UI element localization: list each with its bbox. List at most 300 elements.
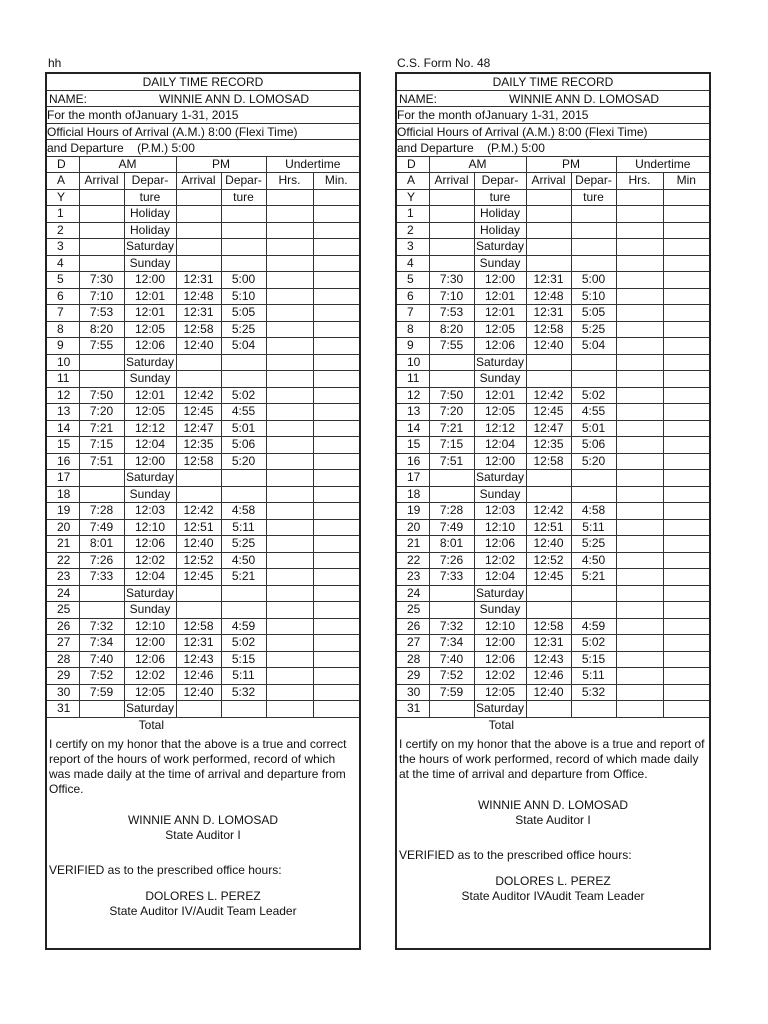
table-row: [47, 651, 359, 668]
pm-departure-cell: [571, 222, 616, 239]
undertime-hrs-cell: [616, 288, 663, 305]
departure-value: (P.M.) 5:00: [137, 141, 195, 155]
month-value: January 1-31, 2015: [485, 108, 589, 122]
pm-departure-cell: 5:06: [571, 437, 616, 454]
am-departure-cell: 12:05: [474, 404, 526, 421]
departure-value: (P.M.) 5:00: [487, 141, 545, 155]
day-cell: 28: [397, 651, 429, 668]
am-departure-cell: 12:10: [124, 519, 176, 536]
pm-departure-cell: 5:25: [571, 536, 616, 553]
undertime-min-cell: [313, 668, 359, 685]
table-row: [47, 470, 359, 487]
undertime-hrs-cell: [616, 486, 663, 503]
pm-arrival-cell: 12:58: [526, 321, 571, 338]
am-arrival-cell: 7:55: [79, 338, 124, 355]
table-row: [397, 321, 709, 338]
am-arrival-cell: 7:40: [79, 651, 124, 668]
undertime-min-cell: [313, 437, 359, 454]
am-departure-cell: Saturday: [475, 354, 525, 369]
table-row: [397, 288, 709, 305]
am-arrival-cell: [79, 371, 124, 388]
arrival-hours: Official Hours of Arrival (A.M.) 8:00 (Flexi Time): [397, 124, 709, 141]
pm-departure-cell: 4:55: [571, 404, 616, 421]
undertime-hrs-cell: [266, 437, 313, 454]
pm-arrival-cell: 12:43: [176, 651, 221, 668]
form-title: DAILY TIME RECORD: [397, 74, 709, 91]
day-cell: 11: [397, 371, 429, 388]
undertime-min-cell: [313, 651, 359, 668]
table-row: [397, 272, 709, 289]
table-row: [47, 272, 359, 289]
undertime-min-cell: [663, 420, 709, 437]
undertime-hrs-cell: [616, 503, 663, 520]
undertime-min-cell: [313, 503, 359, 520]
pm-departure-cell: 5:10: [571, 288, 616, 305]
day-cell: 30: [397, 684, 429, 701]
undertime-min-cell: [313, 371, 359, 388]
employee-position: State Auditor I: [165, 828, 241, 842]
undertime-min-cell: [663, 635, 709, 652]
am-arrival-cell: 7:20: [429, 404, 474, 421]
day-cell: 8: [397, 321, 429, 338]
day-cell: 20: [47, 519, 79, 536]
verifier-position: State Auditor IVAudit Team Leader: [461, 889, 645, 903]
pm-departure-cell: 5:11: [221, 519, 266, 536]
am-arrival-cell: [429, 255, 474, 272]
pm-departure-cell: [221, 371, 266, 388]
pm-departure-cell: 5:05: [221, 305, 266, 322]
pm-departure-cell: 5:00: [571, 272, 616, 289]
am-departure-cell: Saturday: [125, 354, 175, 369]
am-departure-cell: 12:00: [474, 453, 526, 470]
pm-departure-cell: [221, 255, 266, 272]
undertime-hrs-cell: [616, 618, 663, 635]
undertime-hrs-cell: [266, 321, 313, 338]
day-cell: 12: [397, 387, 429, 404]
am-departure-cell: 12:12: [124, 420, 176, 437]
am-departure-cell: 12:01: [124, 387, 176, 404]
table-row: [397, 371, 709, 388]
undertime-hrs-cell: [266, 552, 313, 569]
undertime-hrs-cell: [266, 206, 313, 223]
table-row: [397, 503, 709, 520]
day-cell: 31: [397, 701, 429, 718]
am-departure-cell: 12:06: [124, 651, 176, 668]
col-header-pm-arrival: Arrival: [176, 173, 221, 190]
am-arrival-cell: [79, 470, 124, 487]
day-cell: 3: [47, 239, 79, 256]
undertime-hrs-cell: [266, 701, 313, 718]
day-cell: 30: [47, 684, 79, 701]
day-cell: 2: [397, 222, 429, 239]
col-header-am-departure: Depar-: [474, 173, 526, 190]
table-row: [397, 668, 709, 685]
col-header-pm-arrival: Arrival: [526, 173, 571, 190]
pm-departure-cell: [571, 239, 616, 256]
pm-arrival-cell: 12:58: [176, 453, 221, 470]
undertime-hrs-cell: [616, 684, 663, 701]
pm-departure-cell: [571, 470, 616, 487]
am-arrival-cell: [79, 206, 124, 223]
am-arrival-cell: 7:26: [79, 552, 124, 569]
table-row: [397, 701, 709, 718]
am-arrival-cell: [429, 585, 474, 602]
pm-arrival-cell: 12:45: [176, 569, 221, 586]
col-header-am-arrival: Arrival: [79, 173, 124, 190]
table-row: [397, 404, 709, 421]
col-header-y: Y: [47, 189, 79, 206]
am-arrival-cell: 8:01: [79, 536, 124, 553]
undertime-min-cell: [663, 503, 709, 520]
pm-arrival-cell: 12:42: [526, 503, 571, 520]
am-departure-cell: Sunday: [124, 255, 176, 272]
table-row: [397, 239, 709, 256]
am-arrival-cell: 7:53: [429, 305, 474, 322]
pm-arrival-cell: 12:40: [526, 684, 571, 701]
am-departure-cell: Sunday: [474, 371, 526, 388]
day-cell: 22: [397, 552, 429, 569]
undertime-min-cell: [663, 552, 709, 569]
am-arrival-cell: 7:32: [79, 618, 124, 635]
am-arrival-cell: 7:26: [429, 552, 474, 569]
day-cell: 6: [47, 288, 79, 305]
table-row: [397, 585, 709, 602]
am-arrival-cell: 7:28: [429, 503, 474, 520]
pm-arrival-cell: 12:45: [526, 569, 571, 586]
col-header-a: A: [47, 173, 79, 190]
undertime-min-cell: [663, 684, 709, 701]
am-arrival-cell: [429, 239, 474, 256]
am-departure-cell: 12:05: [124, 684, 176, 701]
undertime-min-cell: [663, 453, 709, 470]
pm-departure-cell: 4:59: [221, 618, 266, 635]
am-departure-cell: 12:01: [124, 305, 176, 322]
am-departure-cell: Holiday: [124, 222, 176, 239]
am-arrival-cell: 7:51: [429, 453, 474, 470]
table-row: [47, 701, 359, 718]
col-header-pm: PM: [526, 157, 616, 173]
undertime-hrs-cell: [266, 404, 313, 421]
pm-arrival-cell: 12:31: [176, 635, 221, 652]
undertime-hrs-cell: [266, 651, 313, 668]
pm-arrival-cell: 12:47: [526, 420, 571, 437]
am-arrival-cell: 7:49: [79, 519, 124, 536]
pm-arrival-cell: 12:48: [176, 288, 221, 305]
am-departure-cell: Saturday: [125, 585, 175, 600]
pm-arrival-cell: 12:58: [176, 321, 221, 338]
table-row: [397, 255, 709, 272]
pm-arrival-cell: [176, 239, 221, 256]
undertime-min-cell: [663, 651, 709, 668]
undertime-hrs-cell: [266, 470, 313, 487]
undertime-hrs-cell: [616, 272, 663, 289]
table-row: [397, 338, 709, 355]
undertime-hrs-cell: [266, 519, 313, 536]
table-row: [397, 206, 709, 223]
pm-arrival-cell: [176, 585, 221, 602]
undertime-min-cell: [313, 420, 359, 437]
am-arrival-cell: 8:01: [429, 536, 474, 553]
pm-arrival-cell: [176, 222, 221, 239]
day-cell: 4: [47, 255, 79, 272]
table-row: [397, 222, 709, 239]
am-arrival-cell: 7:30: [79, 272, 124, 289]
undertime-min-cell: [313, 255, 359, 272]
am-arrival-cell: 7:40: [429, 651, 474, 668]
am-arrival-cell: [79, 701, 124, 718]
table-row: [397, 552, 709, 569]
pm-departure-cell: 5:01: [221, 420, 266, 437]
table-row: [47, 684, 359, 701]
pm-departure-cell: 5:15: [571, 651, 616, 668]
day-cell: 16: [397, 453, 429, 470]
day-cell: 21: [47, 536, 79, 553]
undertime-min-cell: [313, 338, 359, 355]
am-arrival-cell: 7:21: [79, 420, 124, 437]
undertime-hrs-cell: [616, 552, 663, 569]
form-number-label: C.S. Form No. 48: [397, 56, 491, 70]
am-departure-cell: 12:00: [124, 635, 176, 652]
am-arrival-cell: 7:55: [429, 338, 474, 355]
undertime-hrs-cell: [616, 206, 663, 223]
am-departure-cell: 12:03: [474, 503, 526, 520]
undertime-min-cell: [313, 239, 359, 256]
day-cell: 16: [47, 453, 79, 470]
pm-departure-cell: [571, 206, 616, 223]
col-header-pm-departure: Depar-: [221, 173, 266, 190]
undertime-hrs-cell: [616, 239, 663, 256]
pm-arrival-cell: 12:42: [176, 387, 221, 404]
undertime-min-cell: [313, 618, 359, 635]
table-row: [47, 552, 359, 569]
col-header-pm-departure-2: ture: [571, 189, 616, 206]
col-header-a: A: [397, 173, 429, 190]
undertime-min-cell: [313, 519, 359, 536]
undertime-min-cell: [663, 470, 709, 487]
am-arrival-cell: [429, 222, 474, 239]
undertime-hrs-cell: [616, 585, 663, 602]
pm-departure-cell: 4:50: [571, 552, 616, 569]
am-arrival-cell: 7:50: [79, 387, 124, 404]
undertime-hrs-cell: [266, 536, 313, 553]
undertime-min-cell: [663, 387, 709, 404]
undertime-min-cell: [313, 404, 359, 421]
day-cell: 1: [397, 206, 429, 223]
pm-arrival-cell: [176, 470, 221, 487]
am-arrival-cell: 7:34: [429, 635, 474, 652]
am-departure-cell: 12:01: [474, 387, 526, 404]
total-label: Total: [397, 717, 526, 733]
dtr-card-right: [395, 72, 711, 950]
am-departure-cell: 12:05: [124, 404, 176, 421]
day-cell: 7: [47, 305, 79, 322]
am-departure-cell: 12:00: [474, 635, 526, 652]
am-arrival-cell: [79, 486, 124, 503]
am-departure-cell: 12:06: [474, 338, 526, 355]
table-row: [397, 305, 709, 322]
pm-arrival-cell: 12:35: [526, 437, 571, 454]
pm-arrival-cell: [176, 206, 221, 223]
col-header-pm: PM: [176, 157, 266, 173]
table-row: [397, 569, 709, 586]
arrival-hours: Official Hours of Arrival (A.M.) 8:00 (Flexi Time): [47, 124, 359, 141]
employee-signature-name: WINNIE ANN D. LOMOSAD: [477, 798, 629, 812]
am-departure-cell: 12:06: [474, 651, 526, 668]
month-label: For the month of: [397, 108, 486, 122]
undertime-hrs-cell: [616, 569, 663, 586]
table-row: [397, 635, 709, 652]
table-row: [47, 371, 359, 388]
undertime-min-cell: [313, 701, 359, 718]
am-arrival-cell: 7:59: [429, 684, 474, 701]
am-departure-cell: Saturday: [475, 239, 525, 254]
undertime-hrs-cell: [266, 222, 313, 239]
time-record-table: [47, 157, 359, 734]
pm-arrival-cell: 12:42: [526, 387, 571, 404]
pm-departure-cell: [571, 585, 616, 602]
dtr-card-left: [45, 72, 361, 950]
undertime-hrs-cell: [266, 602, 313, 619]
pm-departure-cell: [221, 470, 266, 487]
am-arrival-cell: [429, 486, 474, 503]
undertime-hrs-cell: [616, 635, 663, 652]
table-row: [397, 651, 709, 668]
pm-departure-cell: [571, 486, 616, 503]
undertime-hrs-cell: [616, 404, 663, 421]
table-row: [397, 387, 709, 404]
table-row: [47, 404, 359, 421]
am-departure-cell: 12:02: [474, 668, 526, 685]
undertime-hrs-cell: [266, 585, 313, 602]
am-arrival-cell: 8:20: [79, 321, 124, 338]
undertime-hrs-cell: [616, 255, 663, 272]
am-departure-cell: Holiday: [474, 206, 526, 223]
undertime-hrs-cell: [266, 387, 313, 404]
undertime-hrs-cell: [616, 338, 663, 355]
am-arrival-cell: 8:20: [429, 321, 474, 338]
pm-arrival-cell: 12:52: [526, 552, 571, 569]
day-cell: 10: [397, 354, 429, 371]
undertime-hrs-cell: [266, 272, 313, 289]
am-departure-cell: 12:04: [124, 569, 176, 586]
pm-arrival-cell: 12:51: [176, 519, 221, 536]
am-arrival-cell: [429, 701, 474, 718]
pm-arrival-cell: [526, 470, 571, 487]
am-arrival-cell: 7:33: [79, 569, 124, 586]
pm-departure-cell: 5:25: [221, 536, 266, 553]
day-cell: 25: [47, 602, 79, 619]
undertime-min-cell: [313, 387, 359, 404]
pm-arrival-cell: 12:45: [526, 404, 571, 421]
am-departure-cell: 12:00: [124, 453, 176, 470]
am-departure-cell: Sunday: [124, 486, 176, 503]
table-row: [397, 354, 709, 371]
table-row: [47, 338, 359, 355]
pm-departure-cell: [571, 602, 616, 619]
undertime-hrs-cell: [266, 486, 313, 503]
pm-departure-cell: [571, 701, 616, 718]
am-departure-cell: 12:02: [474, 552, 526, 569]
am-departure-cell: 12:10: [474, 519, 526, 536]
pm-arrival-cell: [526, 206, 571, 223]
undertime-min-cell: [663, 486, 709, 503]
pm-departure-cell: 5:02: [571, 387, 616, 404]
am-departure-cell: Sunday: [124, 371, 176, 388]
pm-departure-cell: 5:11: [571, 519, 616, 536]
table-row: [47, 206, 359, 223]
am-departure-cell: Holiday: [474, 222, 526, 239]
day-cell: 17: [47, 470, 79, 487]
undertime-hrs-cell: [616, 305, 663, 322]
table-row: [397, 618, 709, 635]
undertime-min-cell: [663, 255, 709, 272]
verifier-position: State Auditor IV/Audit Team Leader: [109, 904, 297, 918]
pm-arrival-cell: 12:47: [176, 420, 221, 437]
table-row: [47, 536, 359, 553]
undertime-hrs-cell: [616, 420, 663, 437]
table-row: [47, 635, 359, 652]
pm-departure-cell: [571, 255, 616, 272]
day-cell: 1: [47, 206, 79, 223]
am-departure-cell: 12:04: [474, 437, 526, 454]
am-departure-cell: 12:01: [474, 288, 526, 305]
pm-arrival-cell: 12:31: [176, 272, 221, 289]
day-cell: 17: [397, 470, 429, 487]
table-row: [397, 453, 709, 470]
day-cell: 21: [397, 536, 429, 553]
am-arrival-cell: 7:28: [79, 503, 124, 520]
am-departure-cell: Saturday: [125, 239, 175, 254]
day-cell: 13: [47, 404, 79, 421]
am-arrival-cell: [79, 602, 124, 619]
undertime-hrs-cell: [266, 338, 313, 355]
table-row: [47, 602, 359, 619]
am-departure-cell: 12:12: [474, 420, 526, 437]
undertime-min-cell: [313, 354, 359, 371]
pm-arrival-cell: [526, 255, 571, 272]
table-row: [397, 437, 709, 454]
undertime-min-cell: [313, 536, 359, 553]
am-arrival-cell: 7:53: [79, 305, 124, 322]
month-value: January 1-31, 2015: [135, 108, 239, 122]
am-departure-cell: 12:10: [124, 618, 176, 635]
am-departure-cell: Sunday: [474, 602, 526, 619]
pm-departure-cell: 5:20: [221, 453, 266, 470]
undertime-min-cell: [663, 536, 709, 553]
pm-departure-cell: [221, 354, 266, 371]
pm-arrival-cell: 12:45: [176, 404, 221, 421]
am-arrival-cell: 7:10: [79, 288, 124, 305]
time-record-table: [397, 157, 709, 734]
employee-position: State Auditor I: [515, 813, 591, 827]
pm-departure-cell: [221, 239, 266, 256]
verifier-name: DOLORES L. PEREZ: [495, 874, 611, 888]
pm-departure-cell: 5:15: [221, 651, 266, 668]
pm-departure-cell: [221, 585, 266, 602]
certification-text: I certify on my honor that the above is a true and correct report of the hours of work performed, record of which was made daily at the time of arrival and departure from Office.: [49, 737, 347, 796]
pm-departure-cell: 4:58: [571, 503, 616, 520]
col-header-am: AM: [79, 157, 176, 173]
table-row: [47, 585, 359, 602]
am-arrival-cell: [79, 239, 124, 256]
pm-departure-cell: 5:25: [571, 321, 616, 338]
pm-arrival-cell: [176, 701, 221, 718]
certification-text: I certify on my honor that the above is a true and report of the hours of work performed, record of which made daily at the time of arrival and departure from Office.: [399, 737, 705, 781]
undertime-min-cell: [663, 602, 709, 619]
table-row: [47, 486, 359, 503]
undertime-hrs-cell: [616, 668, 663, 685]
table-row: [47, 668, 359, 685]
